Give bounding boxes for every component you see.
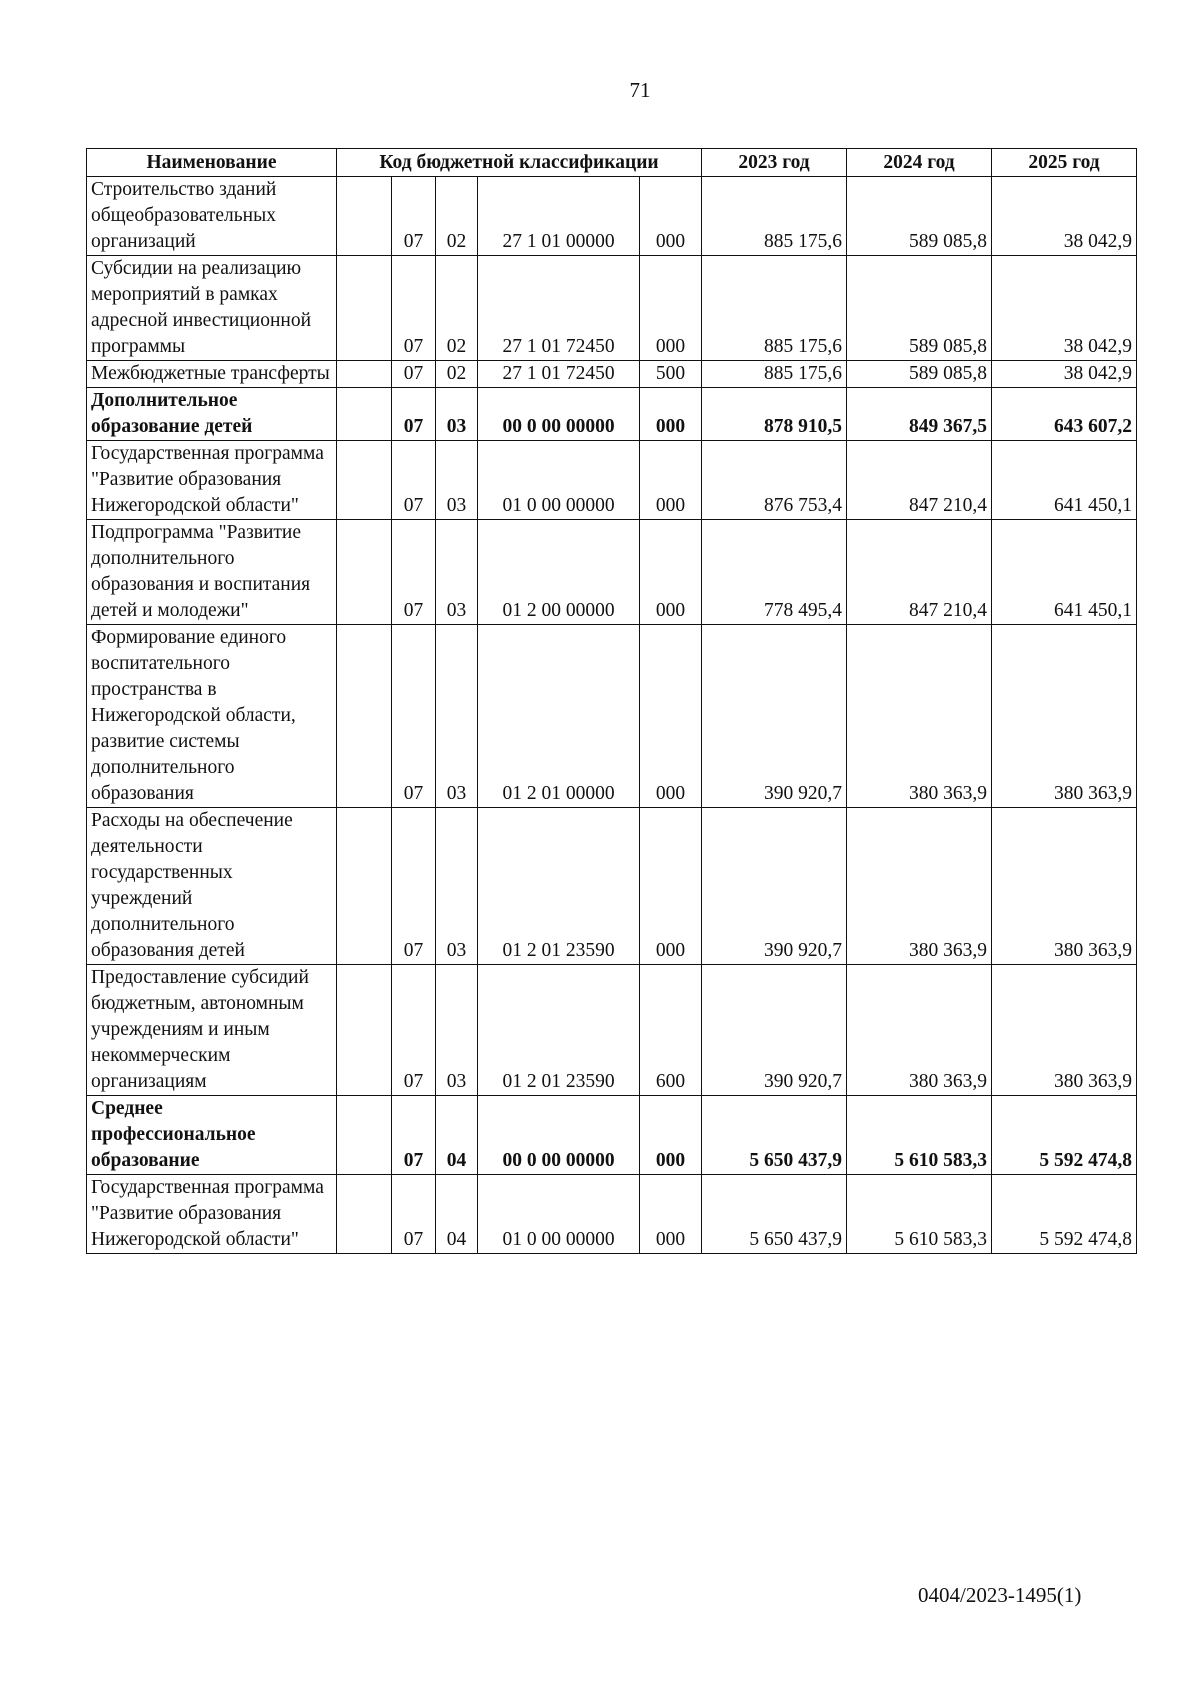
row-empty-code (337, 808, 392, 965)
row-expense-type: 000 (640, 256, 702, 361)
row-subsection: 04 (436, 1096, 478, 1175)
row-expense-type: 000 (640, 177, 702, 256)
row-amount-2024: 849 367,5 (847, 388, 992, 441)
document-code: 0404/2023-1495(1) (918, 1583, 1082, 1607)
row-subsection: 03 (436, 520, 478, 625)
row-subsection: 03 (436, 625, 478, 808)
row-target-article: 27 1 01 72450 (478, 256, 640, 361)
table-row (87, 1096, 1137, 1175)
table-row (87, 808, 1137, 965)
row-empty-code (337, 965, 392, 1096)
row-amount-2023: 778 495,4 (702, 520, 847, 625)
row-section: 07 (392, 965, 436, 1096)
row-amount-2023: 390 920,7 (702, 808, 847, 965)
row-target-article: 27 1 01 72450 (478, 361, 640, 388)
row-empty-code (337, 256, 392, 361)
row-amount-2025: 5 592 474,8 (992, 1096, 1137, 1175)
row-amount-2023: 5 650 437,9 (702, 1096, 847, 1175)
header-2023: 2023 год (702, 149, 847, 177)
row-amount-2024: 5 610 583,3 (847, 1175, 992, 1254)
row-amount-2025: 38 042,9 (992, 361, 1137, 388)
row-name: Формирование единого воспитательного пространства в Нижегородской области, развитие системы дополнительного образования (87, 625, 337, 808)
page-number: 71 (629, 78, 651, 102)
row-subsection: 02 (436, 256, 478, 361)
row-amount-2025: 641 450,1 (992, 520, 1137, 625)
row-amount-2023: 876 753,4 (702, 441, 847, 520)
row-name: Строительство зданий общеобразовательных организаций (87, 177, 337, 256)
row-subsection: 02 (436, 361, 478, 388)
table-row (87, 361, 1137, 388)
row-expense-type: 600 (640, 965, 702, 1096)
table-row (87, 965, 1137, 1096)
row-empty-code (337, 361, 392, 388)
table-header-row (87, 149, 1137, 177)
row-amount-2025: 38 042,9 (992, 177, 1137, 256)
row-amount-2025: 643 607,2 (992, 388, 1137, 441)
table-row (87, 441, 1137, 520)
row-amount-2025: 641 450,1 (992, 441, 1137, 520)
row-expense-type: 000 (640, 1175, 702, 1254)
row-amount-2025: 5 592 474,8 (992, 1175, 1137, 1254)
row-target-article: 01 0 00 00000 (478, 1175, 640, 1254)
row-name: Расходы на обеспечение деятельности государственных учреждений дополнительного образования детей (87, 808, 337, 965)
header-2024: 2024 год (847, 149, 992, 177)
row-empty-code (337, 177, 392, 256)
row-target-article: 01 2 00 00000 (478, 520, 640, 625)
header-name: Наименование (87, 149, 337, 177)
row-name: Подпрограмма "Развитие дополнительного образования и воспитания детей и молодежи" (87, 520, 337, 625)
row-amount-2023: 885 175,6 (702, 256, 847, 361)
table-row (87, 625, 1137, 808)
row-name: Предоставление субсидий бюджетным, автономным учреждениям и иным некоммерческим организациям (87, 965, 337, 1096)
row-amount-2023: 885 175,6 (702, 177, 847, 256)
row-section: 07 (392, 808, 436, 965)
row-expense-type: 000 (640, 625, 702, 808)
row-name: Дополнительное образование детей (87, 388, 337, 441)
row-empty-code (337, 1096, 392, 1175)
row-target-article: 01 0 00 00000 (478, 441, 640, 520)
row-amount-2023: 5 650 437,9 (702, 1175, 847, 1254)
row-name: Субсидии на реализацию мероприятий в рамках адресной инвестиционной программы (87, 256, 337, 361)
row-expense-type: 500 (640, 361, 702, 388)
budget-table (86, 148, 1137, 1254)
row-amount-2024: 589 085,8 (847, 256, 992, 361)
row-name: Межбюджетные трансферты (87, 361, 337, 388)
row-empty-code (337, 625, 392, 808)
row-empty-code (337, 441, 392, 520)
row-section: 07 (392, 625, 436, 808)
table-row (87, 177, 1137, 256)
row-subsection: 03 (436, 441, 478, 520)
row-expense-type: 000 (640, 1096, 702, 1175)
row-target-article: 00 0 00 00000 (478, 1096, 640, 1175)
row-section: 07 (392, 1175, 436, 1254)
row-amount-2025: 380 363,9 (992, 965, 1137, 1096)
row-subsection: 03 (436, 388, 478, 441)
row-target-article: 27 1 01 00000 (478, 177, 640, 256)
table-row (87, 520, 1137, 625)
row-target-article: 01 2 01 23590 (478, 808, 640, 965)
row-section: 07 (392, 520, 436, 625)
row-section: 07 (392, 441, 436, 520)
row-target-article: 01 2 01 23590 (478, 965, 640, 1096)
row-amount-2024: 380 363,9 (847, 808, 992, 965)
row-amount-2024: 5 610 583,3 (847, 1096, 992, 1175)
row-subsection: 04 (436, 1175, 478, 1254)
row-amount-2025: 380 363,9 (992, 625, 1137, 808)
table-body (87, 177, 1137, 1254)
row-subsection: 03 (436, 808, 478, 965)
table-row (87, 1175, 1137, 1254)
row-amount-2024: 589 085,8 (847, 361, 992, 388)
row-expense-type: 000 (640, 808, 702, 965)
row-subsection: 03 (436, 965, 478, 1096)
row-name: Среднее профессиональное образование (87, 1096, 337, 1175)
row-amount-2024: 380 363,9 (847, 965, 992, 1096)
row-amount-2023: 878 910,5 (702, 388, 847, 441)
row-section: 07 (392, 256, 436, 361)
header-code: Код бюджетной классификации (337, 149, 702, 177)
row-amount-2023: 390 920,7 (702, 625, 847, 808)
row-section: 07 (392, 361, 436, 388)
table-row (87, 388, 1137, 441)
row-section: 07 (392, 1096, 436, 1175)
row-amount-2024: 589 085,8 (847, 177, 992, 256)
row-empty-code (337, 1175, 392, 1254)
row-amount-2023: 390 920,7 (702, 965, 847, 1096)
row-name: Государственная программа "Развитие образования Нижегородской области" (87, 1175, 337, 1254)
row-amount-2024: 847 210,4 (847, 441, 992, 520)
row-amount-2025: 380 363,9 (992, 808, 1137, 965)
header-2025: 2025 год (992, 149, 1137, 177)
row-expense-type: 000 (640, 441, 702, 520)
row-amount-2024: 380 363,9 (847, 625, 992, 808)
row-subsection: 02 (436, 177, 478, 256)
row-section: 07 (392, 388, 436, 441)
row-name: Государственная программа "Развитие образования Нижегородской области" (87, 441, 337, 520)
row-empty-code (337, 388, 392, 441)
row-amount-2024: 847 210,4 (847, 520, 992, 625)
row-target-article: 00 0 00 00000 (478, 388, 640, 441)
row-target-article: 01 2 01 00000 (478, 625, 640, 808)
row-section: 07 (392, 177, 436, 256)
row-expense-type: 000 (640, 388, 702, 441)
row-empty-code (337, 520, 392, 625)
row-amount-2025: 38 042,9 (992, 256, 1137, 361)
table-row (87, 256, 1137, 361)
row-amount-2023: 885 175,6 (702, 361, 847, 388)
row-expense-type: 000 (640, 520, 702, 625)
